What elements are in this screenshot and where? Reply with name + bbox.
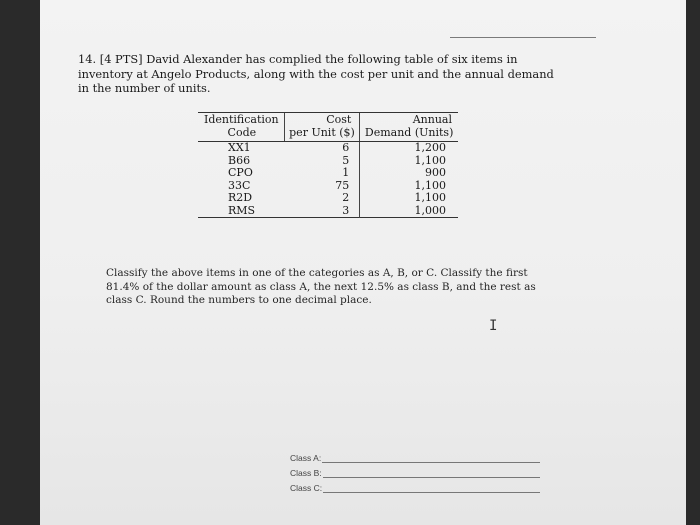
item-cost: 2 bbox=[284, 192, 360, 205]
item-code: 33C bbox=[228, 178, 251, 192]
class-a-label: Class A: bbox=[290, 453, 322, 463]
class-c-answer-line[interactable] bbox=[323, 483, 540, 493]
table-row bbox=[198, 192, 458, 205]
class-a-answer-line[interactable] bbox=[322, 453, 540, 463]
problem-statement bbox=[78, 52, 568, 96]
class-c-label: Class C: bbox=[290, 483, 323, 493]
problem-number: 14. bbox=[78, 52, 97, 66]
item-demand: 1,100 bbox=[414, 153, 446, 167]
item-demand: 1,000 bbox=[414, 203, 446, 217]
table-row bbox=[198, 142, 458, 155]
table-header-row-1 bbox=[198, 113, 458, 126]
item-cost: 1 bbox=[284, 167, 360, 180]
item-cost: 3 bbox=[284, 205, 360, 218]
item-cost: 75 bbox=[284, 180, 360, 193]
item-code: B66 bbox=[228, 153, 251, 167]
item-code: RMS bbox=[228, 203, 256, 217]
item-code: CPO bbox=[228, 166, 253, 179]
class-c-row bbox=[290, 478, 540, 493]
item-code: R2D bbox=[228, 191, 253, 204]
top-divider-line bbox=[450, 37, 596, 38]
answer-section bbox=[290, 448, 540, 493]
item-demand: 1,200 bbox=[414, 141, 446, 154]
item-demand: 1,100 bbox=[414, 191, 446, 204]
header-annual: Annual bbox=[412, 113, 452, 126]
header-cost: Cost bbox=[284, 113, 360, 126]
header-identification: Identification bbox=[198, 113, 284, 126]
header-per-unit: per Unit ($) bbox=[284, 126, 360, 142]
text-cursor-icon: I bbox=[489, 318, 498, 334]
problem-text: David Alexander has complied the following table of six items in inventory at Angelo Products, along with the cost per unit and the annual demand in the number of units. bbox=[78, 52, 554, 95]
class-b-answer-line[interactable] bbox=[323, 468, 540, 478]
item-cost: 6 bbox=[284, 142, 360, 155]
table-header-row-2 bbox=[198, 126, 458, 142]
instruction-text: Classify the above items in one of the categories as A, B, or C. Classify the first 81.4% of the dollar amount as class A, the next 12.5% as class B, and the rest as class C. Round the numbers to one decimal place. bbox=[106, 267, 536, 306]
header-code: Code bbox=[198, 126, 284, 142]
table-row bbox=[198, 167, 458, 180]
header-demand-units: Demand (Units) bbox=[360, 126, 458, 142]
class-a-row bbox=[290, 448, 540, 463]
table-row bbox=[198, 205, 458, 218]
class-b-row bbox=[290, 463, 540, 478]
problem-points: [4 PTS] bbox=[99, 52, 143, 66]
item-cost: 5 bbox=[284, 155, 360, 168]
item-code: XX1 bbox=[228, 141, 251, 154]
item-demand: 900 bbox=[425, 166, 446, 179]
inventory-table bbox=[198, 112, 458, 218]
item-demand: 1,100 bbox=[414, 178, 446, 192]
class-b-label: Class B: bbox=[290, 468, 322, 478]
